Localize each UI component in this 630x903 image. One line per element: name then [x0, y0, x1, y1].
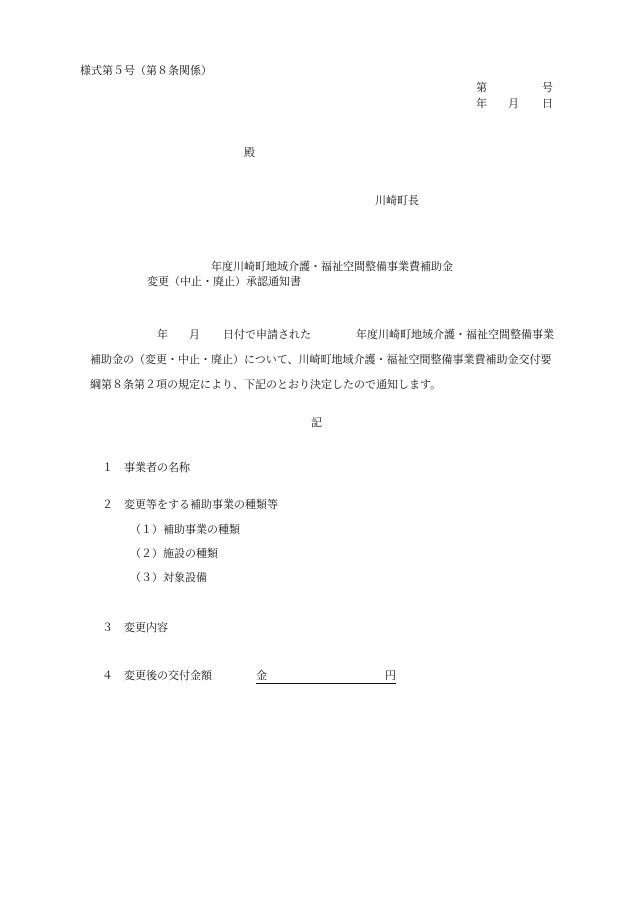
- subitem-facility-type: （２）施設の種類: [130, 547, 218, 560]
- item-label-business-name: 事業者の名称: [124, 461, 190, 474]
- body-line2: 補助金の（変更・中止・廃止）について、川崎町地域介護・福祉空間整備事業費補助金交付要: [90, 353, 552, 366]
- body-line3: 綱第８条第２項の規定により、下記のとおり決定したので通知します。: [90, 378, 442, 391]
- item-number: １: [102, 461, 113, 474]
- amount-suffix: 円: [385, 669, 396, 682]
- number-prefix: 第: [476, 81, 487, 94]
- item-label-amount: 変更後の交付金額: [124, 669, 212, 682]
- body-applied-date: 日付で申請された: [223, 328, 311, 341]
- ki-heading: 記: [311, 416, 322, 429]
- item-number: ４: [102, 669, 113, 682]
- sender: 川崎町長: [375, 194, 419, 207]
- subitem-project-type: （１）補助事業の種類: [130, 523, 240, 536]
- item-number: ２: [102, 498, 113, 511]
- body-month: 月: [189, 328, 200, 341]
- amount-field: [256, 669, 396, 684]
- date-month: 月: [508, 97, 519, 110]
- form-id: 様式第５号（第８条関係）: [80, 64, 212, 77]
- item-label-change-content: 変更内容: [124, 621, 168, 634]
- body-year: 年: [157, 328, 168, 341]
- subitem-target-equipment: （３）対象設備: [130, 571, 207, 584]
- date-day: 日: [542, 97, 553, 110]
- number-suffix: 号: [542, 81, 553, 94]
- body-project-name: 年度川崎町地域介護・福祉空間整備事業: [356, 328, 554, 341]
- amount-prefix: 金: [256, 669, 267, 682]
- item-label-change-type: 変更等をする補助事業の種類等: [124, 498, 278, 511]
- document-title-line1: 年度川崎町地域介護・福祉空間整備事業費補助金: [211, 260, 453, 273]
- date-year: 年: [476, 97, 487, 110]
- item-number: ３: [102, 621, 113, 634]
- addressee-suffix: 殿: [244, 146, 255, 159]
- document-title-line2: 変更（中止・廃止）承認通知書: [147, 275, 301, 288]
